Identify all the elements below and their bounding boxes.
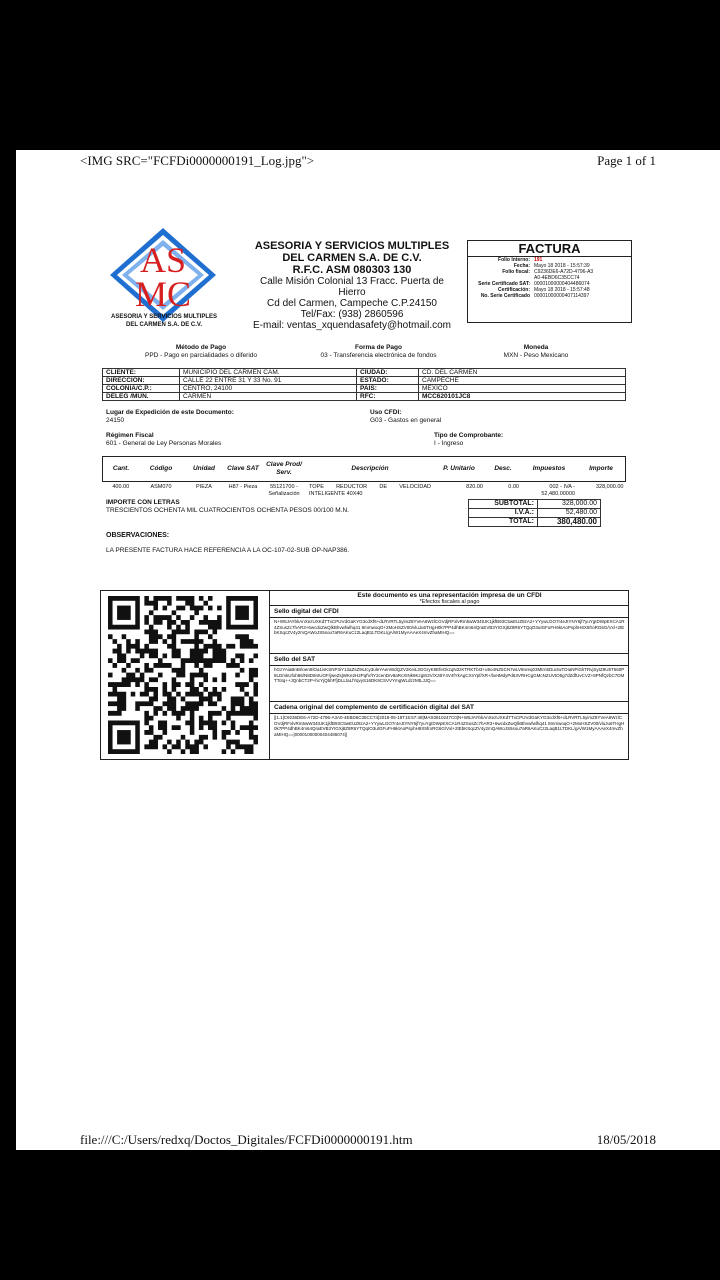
forma-pago: Forma de Pago 03 - Transferencia electrónica de fondos	[320, 344, 437, 359]
total-value: 380,480.00	[538, 518, 601, 527]
company-email: E-mail: ventas_xquendasafety@hotmail.com	[252, 320, 452, 331]
company-name-1: ASESORIA Y SERVICIOS MULTIPLES	[254, 240, 450, 252]
observaciones-text: LA PRESENTE FACTURA HACE REFERENCIA A LA OC-107-02-SUB OP-NAP386.	[106, 547, 350, 554]
table-row: 400.00 ASM070 PIEZA H87 - Pieza 55121700 - Señalización TOPE REDUCTOR DE VELOCIDAD INTELIGENTE 40X40 820.00 0.00 002 - IVA - 52,480.00000 328,000.00	[112, 484, 624, 497]
sello-cfdi-label: Sello digital del CFDI	[270, 606, 629, 618]
sello-sat-label: Sello del SAT	[270, 654, 629, 666]
regimen-fiscal: Régimen Fiscal 601 - General de Ley Personas Morales	[106, 432, 222, 447]
logo-letters-bottom: MC	[134, 274, 192, 314]
subtotal-value: 328,000.00	[538, 500, 601, 509]
company-address-2: Cd del Carmen, Campeche C.P.24150	[267, 298, 437, 309]
logo-caption: ASESORIA Y SERVICIOS MULTIPLES DEL CARMEN S.A. DE C.V.	[110, 314, 218, 328]
factura-title: FACTURA	[468, 241, 631, 257]
moneda: Moneda MXN - Peso Mexicano	[503, 344, 569, 359]
cfdi-box	[100, 590, 629, 760]
company-info	[246, 240, 458, 331]
document-page	[16, 150, 720, 1150]
img-header-text: <IMG SRC="FCFDi0000000191_Log.jpg">	[80, 153, 315, 168]
totals-table: SUBTOTAL: 328,000.00 I.V.A.: 52,480.00 TOTAL: 380,480.00	[468, 499, 601, 527]
logo-letters-top: AS	[139, 240, 187, 280]
cfdi-rep-sub: *Efectos fiscales al pago	[270, 599, 629, 606]
uso-cfdi: Uso CFDI: G03 - Gastos en general	[370, 409, 442, 424]
sello-sat-value: hGzYAiaBnBrloen8lOa1isKSNP3iY13aZsZ9sJcy3uleYAenWdQZV2KeiL3GGryK9EfeGkzqN3zKTRKTbI3+u9o4NZ5CN7wLV8nreq03Mtrn5DucIwTDIaNPiGkTRvjSyIZ9U8T560P8LDmkUfoh86/N8D9nIUOF/jweZsjWKe2H2PqfV/tY2cenDrv8aRcXINk9Kzg8r2V/XzBY4V4fYkAgCXnYpf/XR+/lxetMdyPd63VRHCgGMcNZUVtO5g7dZdfUvCVZ+8PNfQzbC7DMTTotq++JQnbCT2P+hcYjQbhFfjDLLtaLfYqvyS16DK9CSVVYmgWLdzzMtLJJQ==	[270, 666, 629, 702]
cfdi-rep-title: Este documento es una representación impresa de un CFDI	[357, 592, 542, 599]
client-table: CLIENTE: MUNICIPIO DEL CARMEN CAM. CIUDAD: CD. DEL CARMEN DIRECCION: CALLE 22 ENTRE 31 Y 33 No. 91 ESTADO: CAMPECHE COLONIA/C.P.: CENTRO, 24100 PAIS: MEXICO DELEG /MUN. CARMEN RFC: MCC620101JC8	[102, 368, 626, 401]
factura-box	[467, 240, 632, 323]
sello-cfdi-value: N+W5JAYbkAnXezUXKdTTxCPUVdGaKYG3cdXf6+dLRVRTL5yimZ8YVeA6WzlCGVdjRFxlvRm5wW34tUK1jkfB93C5wEUZ8zA2+YYywLGO7r4eJtYNY6jf7yuYgIDWpEXCA1R4ZSusZc7hAR3+6wcdxZwQlkBhvwfwlhq41 8mmwoqO+2MoHSZV00/vluJu6THgH0k7PP4dhBK4m64QraEVB3YIGXj8Z8R6YTQqO3uIGFuFH6ktAoPsphH8X5froRG6G/Vxl+2tEbKSqcZV4y2mQAWoJS5sou7aR6AKuCz2LaqB1LTDKL/gA/W1MyAAAeX4mvZhaMIHQ==	[270, 618, 629, 654]
file-path: file:///C:/Users/redxq/Doctos_Digitales/FCFDi0000000191.htm	[80, 1132, 413, 1147]
cadena-label: Cadena original del complemento de certificación digital del SAT	[270, 702, 629, 714]
lugar-expedicion: Lugar de Expedición de este Documento: 24150	[106, 409, 234, 424]
tipo-comprobante: Tipo de Comprobante: I - Ingreso	[434, 432, 504, 447]
company-name-2: DEL CARMEN S.A. DE C.V.	[282, 252, 422, 264]
items-table: Cant. Código Unidad Clave SAT Clave Prod/ Serv. Descripción P. Unitario Desc. Impuestos Importe 400.00 ASM070 PIEZA H87 - Pieza 55121700 - Señalización TOPE REDUCTOR DE VELOCIDAD INTELIGENTE 40X40 820.00 0.00 002 - IVA - 52,480.00000 328,000.00	[102, 456, 626, 499]
importe-letras: IMPORTE CON LETRAS TRESCIENTOS OCHENTA MIL CUATROCIENTOS OCHENTA PESOS 00/100 M.N.	[106, 499, 349, 514]
iva-value: 52,480.00	[538, 509, 601, 518]
cadena-value: ||1.1|C9236DE6-A72D-4796-A3A0-4EBD6C35CC74|2018-05-18T15:57:48|MAS0810247C0|N+W5JAYbkAnXezUXKdTTxCPUVdGaKYG3cdXf6+dLRVRTL5yimZ8YVeA6WzlCGVdjRFxlvRm5wW34tUK1jkfB93C5wEUZ8zA2+YYywLGO7r4eJtYNY6jf7yuYgIDWpEXCA1R4ZSusZc7hAR3+6wcdxZwQlkBhvwfwlhq41 8mmwoqO+2MoHSZV00/vluJu6THgH0k7PP4dhBK4m64QraEVB3YIGXj8Z8R6YTQqIO3uIGFuFH6ktAoPsphH8X5froRG6G/Vxl+2tEbKSqcZV4y2mQAWoJS5sou7aR6AKuCz2LaqB1LTDKL/gA/W1MyAAAeX4mvZhaMIHQ==|00001000000404486074||	[274, 715, 625, 737]
metodo-pago: Método de Pago PPD - Pago en parcialidades o diferido	[144, 344, 257, 359]
factura-details: Folio Interno: 191 Fecha: Mayo 18 2018 - 15:57:39 Folio fiscal: C9236DE6-A72D-4796-A3A0-4EBD6C35CC74 Serie Certificado SAT: 00001000000404486074 Certificación: Mayo 18 2018 - 15:57:48 No. Serie Certificado 00001000000407114397	[476, 257, 596, 299]
company-rfc: R.F.C. ASM 080303 130	[292, 264, 412, 276]
company-phone: Tel/Fax: (938) 2860596	[300, 309, 404, 320]
qr-code	[108, 596, 258, 754]
observaciones-label: OBSERVACIONES:	[106, 532, 170, 539]
print-date: 18/05/2018	[596, 1132, 656, 1147]
page-label: Page 1 of 1	[597, 153, 656, 168]
company-address-1: Calle Misión Colonial 13 Fracc. Puerta de Hierro	[260, 276, 444, 298]
folio-interno: 191	[534, 257, 543, 263]
company-logo	[108, 226, 218, 324]
